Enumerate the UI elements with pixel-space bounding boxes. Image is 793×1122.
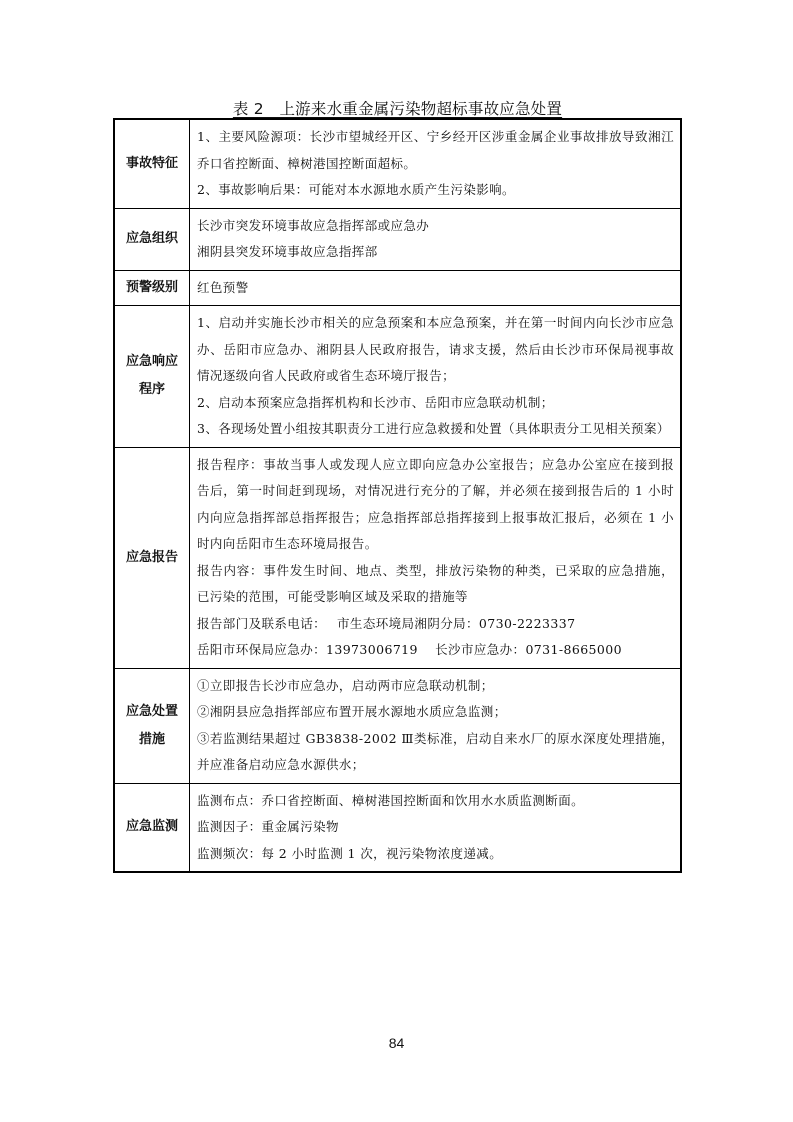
table-row	[114, 270, 681, 306]
contact-line: 岳阳市环保局应急办：13973006719 长沙市应急办：0731-8665000	[197, 642, 622, 657]
table-row	[114, 306, 681, 448]
content-line: 报告程序：事故当事人或发现人应立即向应急办公室报告；应急办公室应在接到报告后，第一时间赶到现场，对情况进行充分的了解，并必须在接到报告后的 1 小时内向应急指挥部总指挥报告；应急指挥部总指挥接到上报事故汇报后，必须在 1 小时内向岳阳市生态环境局报告。	[197, 456, 674, 551]
content-line: ②湘阴县应急指挥部应布置开展水源地水质应急监测；	[197, 704, 507, 719]
content-line: 3、各现场处置小组按其职责分工进行应急救援和处置（具体职责分工见相关预案）	[197, 421, 670, 436]
row-content-report	[190, 447, 682, 668]
row-label-monitoring: 应急监测	[114, 783, 190, 872]
contact-line: 报告部门及联系电话： 市生态环境局湘阴分局：0730-2223337	[197, 615, 576, 631]
row-label-warning: 预警级别	[114, 270, 190, 306]
row-label-procedure	[114, 306, 190, 448]
row-content-monitoring	[190, 783, 682, 872]
row-label-report: 应急报告	[114, 447, 190, 668]
page-number: 84	[388, 1035, 405, 1051]
content-line: ①立即报告长沙市应急办，启动两市应急联动机制；	[197, 677, 494, 693]
row-content-procedure	[190, 306, 682, 448]
table-title: 表 2 上游来水重金属污染物超标事故应急处置	[232, 100, 563, 118]
content-line: 红色预警	[197, 279, 249, 295]
content-line: 1、启动并实施长沙市相关的应急预案和本应急预案，并在第一时间内向长沙市应急办、岳阳市应急办、湘阴县人民政府报告，请求支援，然后由长沙市环保局视事故情况逐级向省人民政府或省生态环境厅报告；	[197, 315, 674, 383]
content-line: 报告内容：事件发生时间、地点、类型，排放污染物的种类，已采取的应急措施，已污染的范围，可能受影响区域及采取的措施等	[197, 562, 674, 604]
content-line: 2、事故影响后果：可能对本水源地水质产生污染影响。	[197, 182, 515, 197]
content-line: 湘阴县突发环境事故应急指挥部	[197, 244, 378, 259]
label-line: 应急响应	[125, 354, 178, 370]
row-content-org	[190, 208, 682, 270]
table-row	[114, 119, 681, 208]
content-line: 1、主要风险源项：长沙市望城经开区、宁乡经开区涉重金属企业事故排放导致湘江乔口省控断面、樟树港国控断面超标。	[197, 129, 674, 171]
content-line: 监测布点：乔口省控断面、樟树港国控断面和饮用水水质监测断面。	[197, 792, 585, 808]
content-line: 长沙市突发环境事故应急指挥部或应急办	[197, 217, 430, 233]
table-row	[114, 208, 681, 270]
content-line: 监测频次：每 2 小时监测 1 次，视污染物浓度递减。	[197, 845, 503, 861]
row-content-measures	[190, 668, 682, 783]
label-line: 应急处置	[125, 703, 178, 719]
label-line: 程序	[138, 382, 165, 398]
row-label-features: 事故特征	[114, 119, 190, 208]
table-row	[114, 447, 681, 668]
table-row	[114, 668, 681, 783]
table-row	[114, 783, 681, 872]
row-label-measures	[114, 668, 190, 783]
row-label-org: 应急组织	[114, 208, 190, 270]
row-content-features	[190, 119, 682, 208]
label-line: 措施	[138, 731, 165, 747]
row-content-warning	[190, 270, 682, 306]
content-line: ③若监测结果超过 GB3838-2002 Ⅲ类标准，启动自来水厂的原水深度处理措施，并应准备启动应急水源供水；	[197, 730, 674, 772]
content-line: 2、启动本预案应急指挥机构和长沙市、岳阳市应急联动机制；	[197, 394, 554, 410]
content-line: 监测因子：重金属污染物	[197, 819, 339, 834]
emergency-table	[113, 118, 682, 873]
